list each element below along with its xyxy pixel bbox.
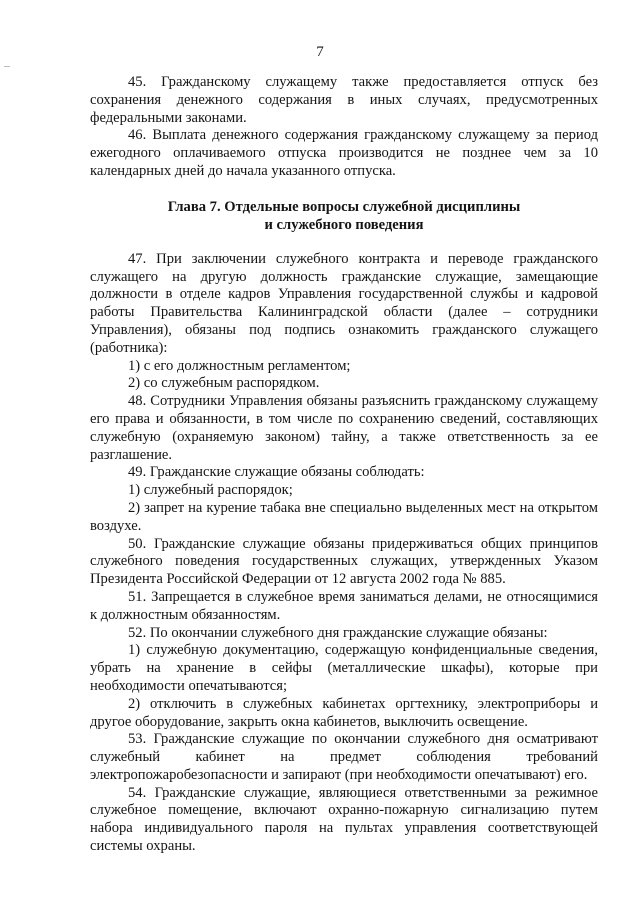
paragraph-53: 53. Гражданские служащие по окончании служебного дня осматривают служебный кабинет на предмет соблюдения требований электропожаробезопасности и запирают (при необходимости опечатывают) его. bbox=[90, 731, 598, 783]
paragraph-52: 52. По окончании служебного дня гражданские служащие обязаны: bbox=[128, 624, 548, 641]
page-number: 7 bbox=[316, 44, 324, 60]
chapter-heading-line-2: и служебного поведения bbox=[264, 216, 424, 233]
list-item-47-1: 1) с его должностным регламентом; bbox=[128, 357, 351, 374]
chapter-heading-line-1: Глава 7. Отдельные вопросы служебной дисциплины bbox=[167, 198, 521, 215]
list-item-52-1: 1) служебную документацию, содержащую конфиденциальные сведения, убрать на хранение в сейфы (металлические шкафы), которые при необходимости опечатываются; bbox=[90, 642, 598, 694]
paragraph-45: 45. Гражданскому служащему также предоставляется отпуск без сохранения денежного содержания в иных случаях, предусмотренных федеральными законами. bbox=[90, 74, 598, 126]
paragraph-51: 51. Запрещается в служебное время заниматься делами, не относящимися к должностным обязанностям. bbox=[90, 588, 598, 623]
document-body bbox=[90, 74, 598, 856]
scan-margin-mark bbox=[4, 66, 10, 67]
list-item-49-2: 2) запрет на курение табака вне специально выделенных мест на открытом воздухе. bbox=[90, 499, 598, 534]
paragraph-54: 54. Гражданские служащие, являющиеся ответственными за режимное служебное помещение, включают охранно-пожарную сигнализацию путем набора индивидуального пароля на пультах управления соответствующей системы охраны. bbox=[90, 784, 598, 855]
list-item-49-1: 1) служебный распорядок; bbox=[128, 482, 293, 499]
paragraph-47: 47. При заключении служебного контракта и переводе гражданского служащего на другую должность гражданские служащие, замещающие должности в отделе кадров Управления государственной службы и кадровой работы Правительства Калининградской области (далее – сотрудники Управления), обязаны под подпись ознакомить гражданского служащего (работника): bbox=[90, 250, 598, 356]
list-item-52-2: 2) отключить в служебных кабинетах оргтехнику, электроприборы и другое оборудование, закрыть окна кабинетов, выключить освещение. bbox=[90, 695, 598, 730]
list-item-47-2: 2) со служебным распорядком. bbox=[128, 375, 320, 392]
paragraph-48: 48. Сотрудники Управления обязаны разъяснить гражданскому служащему его права и обязанности, в том числе по сохранению сведений, составляющих служебную (охраняемую законом) тайну, а также ответственность за ее разглашение. bbox=[90, 393, 598, 463]
paragraph-50: 50. Гражданские служащие обязаны придерживаться общих принципов служебного поведения государственных служащих, утвержденных Указом Президента Российской Федерации от 12 августа 2002 года № 885. bbox=[90, 535, 598, 588]
chapter-heading bbox=[90, 198, 598, 234]
paragraph-46: 46. Выплата денежного содержания гражданскому служащему за период ежегодного оплачиваемого отпуска производится не позднее чем за 10 календарных дней до начала указанного отпуска. bbox=[90, 127, 598, 179]
paragraph-49: 49. Гражданские служащие обязаны соблюдать: bbox=[128, 464, 425, 481]
